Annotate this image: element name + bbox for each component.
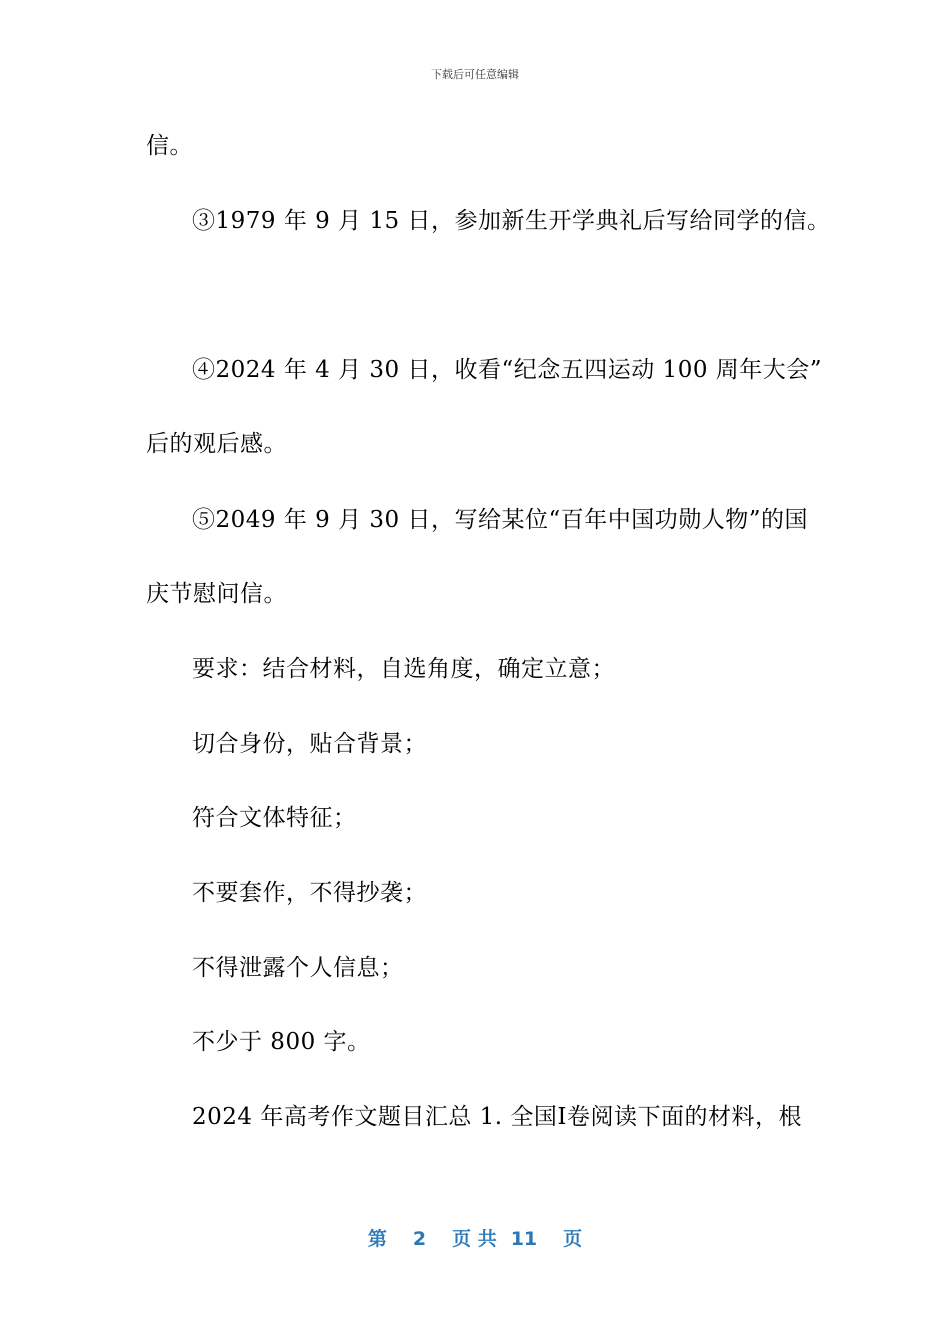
- body-line: 庆节慰问信。: [146, 581, 287, 607]
- footer-middle: 页 共: [452, 1228, 497, 1250]
- body-line: 切合身份，贴合背景；: [192, 731, 427, 757]
- body-line: 要求：结合材料，自选角度，确定立意；: [192, 656, 615, 682]
- body-line: 2024 年高考作文题目汇总 1. 全国Ⅰ卷阅读下面的材料，根: [192, 1104, 802, 1130]
- page-footer: [0, 1226, 950, 1252]
- body-line: 符合文体特征；: [192, 805, 357, 831]
- body-line: 不少于 800 字。: [192, 1029, 371, 1055]
- body-line: 信。: [146, 133, 193, 159]
- body-line: 不得泄露个人信息；: [192, 955, 404, 981]
- footer-suffix: 页: [563, 1228, 583, 1250]
- body-line: ④2024 年 4 月 30 日，收看“纪念五四运动 100 周年大会”: [192, 357, 823, 383]
- body-line: ③1979 年 9 月 15 日，参加新生开学典礼后写给同学的信。: [192, 208, 831, 234]
- body-line: 不要套作，不得抄袭；: [192, 880, 427, 906]
- page-header: 下载后可任意编辑: [431, 68, 519, 81]
- body-line: ⑤2049 年 9 月 30 日，写给某位“百年中国功勋人物”的国: [192, 507, 809, 533]
- body-line: 后的观后感。: [146, 431, 287, 457]
- footer-prefix: 第: [367, 1228, 387, 1250]
- footer-total-pages: 11: [510, 1228, 538, 1250]
- footer-page-number: 2: [412, 1228, 427, 1250]
